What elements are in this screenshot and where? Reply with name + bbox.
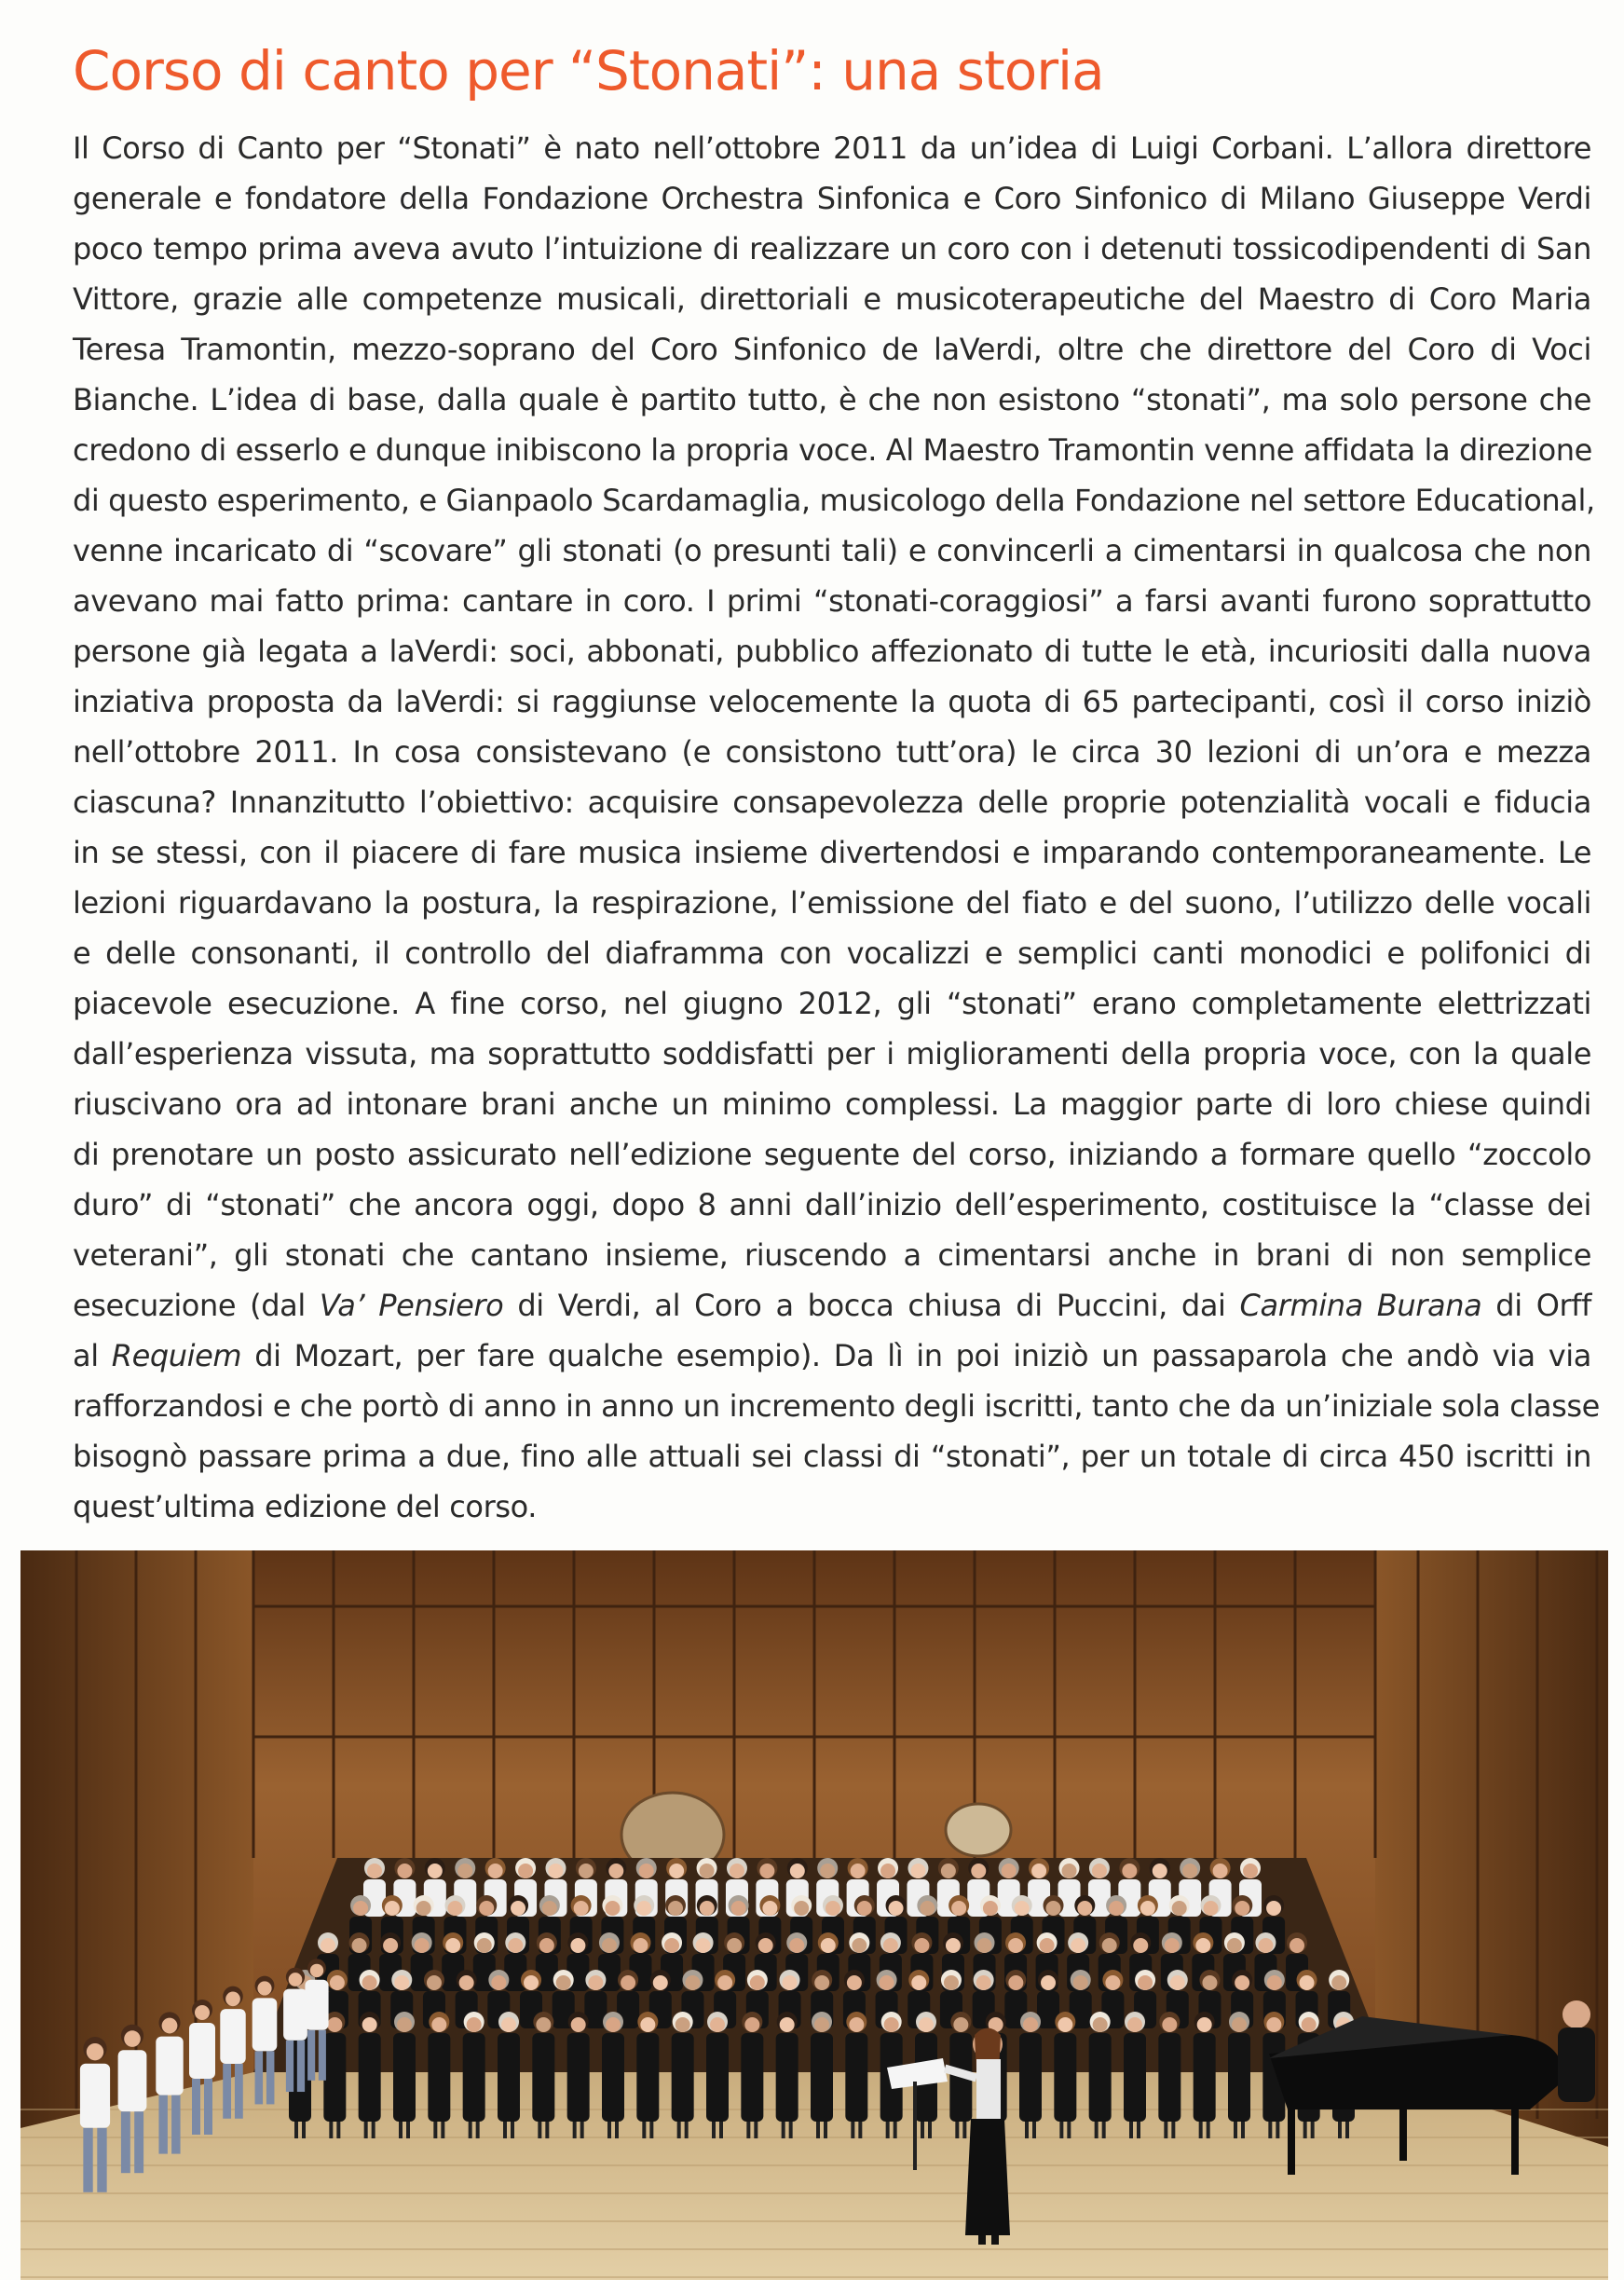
pianist (1558, 2000, 1595, 2102)
body-line: Vittore, grazie alle competenze musicali, direttoriali e musicoterapeutiche del Maestro di Coro Maria (73, 281, 1591, 317)
body-line: in se stessi, con il piacere di fare musica insieme divertendosi e imparando contemporaneamente. Le (73, 835, 1591, 870)
body-line: duro” di “stonati” che ancora oggi, dopo 8 anni dall’inizio dell’esperimento, costituisce la “classe dei (73, 1187, 1591, 1222)
body-line: di prenotare un posto assicurato nell’edizione seguente del corso, iniziando a formare quello “zoccolo (73, 1137, 1591, 1172)
work-title-requiem: Requiem (111, 1338, 242, 1373)
text-run: esecuzione (dal (73, 1288, 320, 1323)
text-run: al (73, 1338, 112, 1373)
body-line: quest’ultima edizione del corso. (73, 1489, 537, 1524)
choir-concert-photo (20, 1550, 1608, 2280)
body-line: Bianche. L’idea di base, dalla quale è partito tutto, è che non esistono “stonati”, ma solo persone che (73, 382, 1591, 417)
text-run: di Orff (1481, 1288, 1591, 1323)
body-line: avevano mai fatto prima: cantare in coro. I primi “stonati-coraggiosi” a farsi avanti furono soprattutto (73, 583, 1591, 619)
body-line: persone già legata a laVerdi: soci, abbonati, pubblico affezionato di tutte le età, incuriositi dalla nuova (73, 634, 1591, 669)
body-line: inziativa proposta da laVerdi: si raggiunse velocemente la quota di 65 partecipanti, così il corso iniziò (73, 684, 1591, 719)
body-line: lezioni riguardavano la postura, la respirazione, l’emissione del fiato e del suono, l’utilizzo delle vocali (73, 885, 1591, 921)
article-title: Corso di canto per “Stonati”: una storia (73, 39, 1104, 102)
text-run: di Mozart, per fare qualche esempio). Da lì in poi iniziò un passaparola che andò via via (241, 1338, 1591, 1373)
work-title-carmina-burana: Carmina Burana (1239, 1288, 1482, 1323)
body-line: e delle consonanti, il controllo del diaframma con vocalizzi e semplici canti monodici e polifonici di (73, 935, 1591, 971)
body-line: Teresa Tramontin, mezzo-soprano del Coro Sinfonico de laVerdi, oltre che direttore del Coro di Voci (73, 332, 1591, 367)
body-line: generale e fondatore della Fondazione Orchestra Sinfonica e Coro Sinfonico di Milano Giuseppe Verdi (73, 181, 1591, 216)
text-run: di Verdi, al Coro a bocca chiusa di Puccini, dai (503, 1288, 1240, 1323)
body-line: ciascuna? Innanzitutto l’obiettivo: acquisire consapevolezza delle proprie potenzialità vocali e fiducia (73, 785, 1591, 820)
body-line (73, 1331, 1591, 1381)
body-line: veterani”, gli stonati che cantano insieme, riuscendo a cimentarsi anche in brani di non semplice (73, 1237, 1591, 1273)
body-line: riuscivano ora ad intonare brani anche un minimo complessi. La maggior parte di loro chiese quindi (73, 1086, 1591, 1122)
body-line: Il Corso di Canto per “Stonati” è nato nell’ottobre 2011 da un’idea di Luigi Corbani. L’allora direttore (73, 130, 1591, 166)
article-body (73, 123, 1600, 1532)
body-line: venne incaricato di “scovare” gli stonati (o presunti tali) e convincerli a cimentarsi in qualcosa che non (73, 533, 1591, 568)
body-line: dall’esperienza vissuta, ma soprattutto soddisfatti per i miglioramenti della propria voce, con la quale (73, 1036, 1591, 1072)
body-line: credono di esserlo e dunque inibiscono la propria voce. Al Maestro Tramontin venne affidata la direzione (73, 432, 1592, 468)
body-line: bisognò passare prima a due, fino alle attuali sei classi di “stonati”, per un totale di circa 450 iscritti in (73, 1439, 1591, 1474)
body-line (73, 1280, 1591, 1331)
body-line: nell’ottobre 2011. In cosa consistevano (e consistono tutt’ora) le circa 30 lezioni di un’ora e mezza (73, 734, 1591, 770)
body-line: poco tempo prima aveva avuto l’intuizione di realizzare un coro con i detenuti tossicodipendenti di San (73, 231, 1591, 266)
timpani (946, 1804, 1011, 1856)
body-line: piacevole esecuzione. A fine corso, nel giugno 2012, gli “stonati” erano completamente elettrizzati (73, 986, 1591, 1021)
work-title-va-pensiero: Va’ Pensiero (319, 1288, 504, 1323)
body-line: di questo esperimento, e Gianpaolo Scardamaglia, musicologo della Fondazione nel settore Educational, (73, 483, 1595, 518)
body-line: rafforzandosi e che portò di anno in anno un incremento degli iscritti, tanto che da un’iniziale sola classe (73, 1388, 1600, 1424)
choir-photo-illustration (20, 1550, 1608, 2280)
